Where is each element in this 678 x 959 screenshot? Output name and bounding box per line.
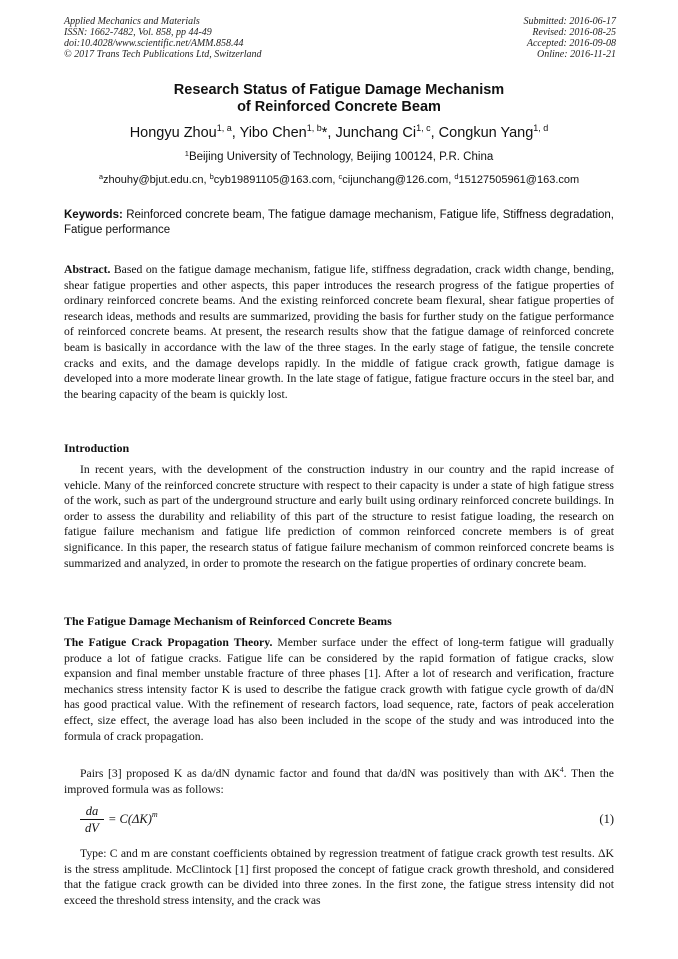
abstract-label: Abstract. — [64, 263, 111, 276]
author-list — [64, 124, 614, 142]
affiliation-text: Beijing University of Technology, Beijing 100124, P.R. China — [188, 151, 494, 163]
email-sep: , — [332, 174, 339, 186]
author-sep: , — [327, 125, 336, 141]
equation-numerator: da — [80, 803, 104, 820]
date-submitted: Submitted: 2016-06-17 — [523, 16, 616, 27]
publication-dates — [524, 16, 617, 60]
author-sup: 1, a — [216, 123, 232, 133]
affiliation — [64, 150, 614, 164]
abstract — [64, 262, 614, 402]
email-sep: , — [448, 174, 455, 186]
email-sup: b — [209, 172, 214, 181]
author-sup: 1, d — [533, 123, 549, 133]
keywords-text: Reinforced concrete beam, The fatigue damage mechanism, Fatigue life, Stiffness degradation, Fatigue performance — [64, 209, 614, 236]
author-sup: 1, c — [416, 123, 431, 133]
paper-title — [64, 82, 614, 116]
journal-doi: doi:10.4028/www.scientific.net/AMM.858.44 — [64, 38, 244, 49]
author-name: Junchang Ci — [335, 125, 417, 141]
email-address[interactable]: 15127505961@163.com — [458, 174, 580, 186]
email-sup: c — [338, 172, 343, 181]
subsection-label: The Fatigue Crack Propagation Theory. — [64, 636, 273, 649]
affiliation-sup: 1 — [184, 149, 189, 158]
pairs-text: Pairs [3] proposed K as da/dN dynamic factor and found that da/dN was positively than with ΔK — [80, 767, 560, 780]
email-address[interactable]: cyb19891105@163.com — [213, 174, 333, 186]
journal-name: Applied Mechanics and Materials — [64, 16, 200, 27]
equation-denominator: dV — [85, 821, 99, 835]
email-address[interactable]: zhouhy@bjut.edu.cn — [103, 174, 204, 186]
journal-info — [64, 16, 262, 60]
author-name: Yibo Chen — [239, 125, 307, 141]
title-line-1: Research Status of Fatigue Damage Mechanism — [173, 82, 505, 98]
email-address[interactable]: cijunchang@126.com — [342, 174, 449, 186]
email-sup: d — [454, 172, 459, 181]
journal-issn: ISSN: 1662-7482, Vol. 858, pp 44-49 — [64, 27, 212, 38]
journal-copyright: © 2017 Trans Tech Publications Ltd, Switzerland — [64, 49, 262, 60]
section-heading: The Fatigue Damage Mechanism of Reinforced Concrete Beams — [64, 614, 392, 628]
author-sep: , — [430, 125, 439, 141]
pairs-paragraph — [64, 766, 614, 797]
type-paragraph: Type: C and m are constant coefficients obtained by regression treatment of fatigue crack growth test results. ΔK is the stress amplitude. McClintock [1] first proposed the concept of fatigue crack growth threshold, and considered that the fatigue crack growth can be divided into three zones. In the first zone, the fatigue stress intensity did not exceed the threshold stress intensity, and the crack was — [64, 847, 614, 907]
author-name: Congkun Yang — [438, 125, 534, 141]
equation-rhs — [108, 812, 158, 827]
title-line-2: of Reinforced Concrete Beam — [237, 99, 441, 115]
equation-1 — [80, 803, 614, 839]
crack-theory-text: Member surface under the effect of long-term fatigue will gradually produce a lot of fatigue cracks. Fatigue life can be considered by the rapid formation of fatigue cracks, slow expansion and final member unstable fracture of three phases [1]. After a lot of research and verification, fracture mechanics stress intensity factor K is used to describe the fatigue crack growth with fatigue cycle growth of da/dN has good practical value. With the refinement of research factors, load sequence, rate, factors of peak acceleration effect, size effect, the average load has also been included in the scope of the study and was introduced into the formula of crack propagation. — [64, 636, 614, 743]
email-sup: a — [98, 172, 103, 181]
date-accepted: Accepted: 2016-09-08 — [526, 38, 616, 49]
date-revised: Revised: 2016-08-25 — [532, 27, 616, 38]
equation-number: (1) — [599, 812, 614, 826]
email-list — [64, 173, 614, 187]
crack-theory-paragraph — [64, 635, 614, 744]
author-sup: 1, b — [306, 123, 322, 133]
equation-exponent: m — [151, 810, 158, 819]
keywords — [64, 208, 614, 238]
pairs-superscript: 4 — [559, 765, 564, 774]
author-sep: , — [231, 125, 240, 141]
introduction-heading: Introduction — [64, 441, 130, 455]
pairs-text-end: . Then the improved formula was as follows: — [64, 767, 614, 796]
equation-fraction — [80, 803, 104, 836]
author-name: Hongyu Zhou — [129, 125, 217, 141]
abstract-text: Based on the fatigue damage mechanism, fatigue life, stiffness degradation, crack width change, bending, shear fatigue properties and other aspects, this paper introduces the research progress of the fatigue properties of ordinary reinforced concrete beams. And the existing reinforced concrete beam flexural, shear fatigue properties of research ideas, methods and results are summarized, providing the basis for further study on the fatigue performance of reinforced concrete beams. At present, the research results show that the fatigue damage of reinforced concrete beam is basically in accordance with the law of the three stages. In the early stage of fatigue, the tensile concrete cracks and exits, and the damage develops rapidly. In the middle of fatigue crack growth, fatigue damage is developed into a more moderate linear growth. In the late stage of fatigue, fatigue fracture occurs in the steel bar, and the bearing capacity of the beam is quickly lost. — [64, 263, 614, 401]
keywords-label: Keywords: — [64, 209, 123, 221]
equation-rhs-text: = C(ΔK) — [108, 812, 152, 826]
email-sep: , — [203, 174, 210, 186]
corresponding-mark: * — [321, 125, 328, 141]
date-online: Online: 2016-11-21 — [537, 49, 616, 60]
introduction-paragraph: In recent years, with the development of the construction industry in our country and the rapid increase of vehicle. Many of the reinforced concrete structure with respect to their capacity is under a state of high fatigue stress of the work, such as part of the underground structure and early built using ordinary reinforced concrete buildings. In order to assess the durability and reliability of this part of the structure to resist fatigue loading, the research on fatigue failure mechanism and fatigue life prediction of common reinforced concrete members is of great significance. In this paper, the research status of fatigue failure mechanism of common reinforced concrete beams is summarized and analyzed, in order to promote the research on the fatigue properties of ordinary concrete beam. — [64, 463, 614, 570]
